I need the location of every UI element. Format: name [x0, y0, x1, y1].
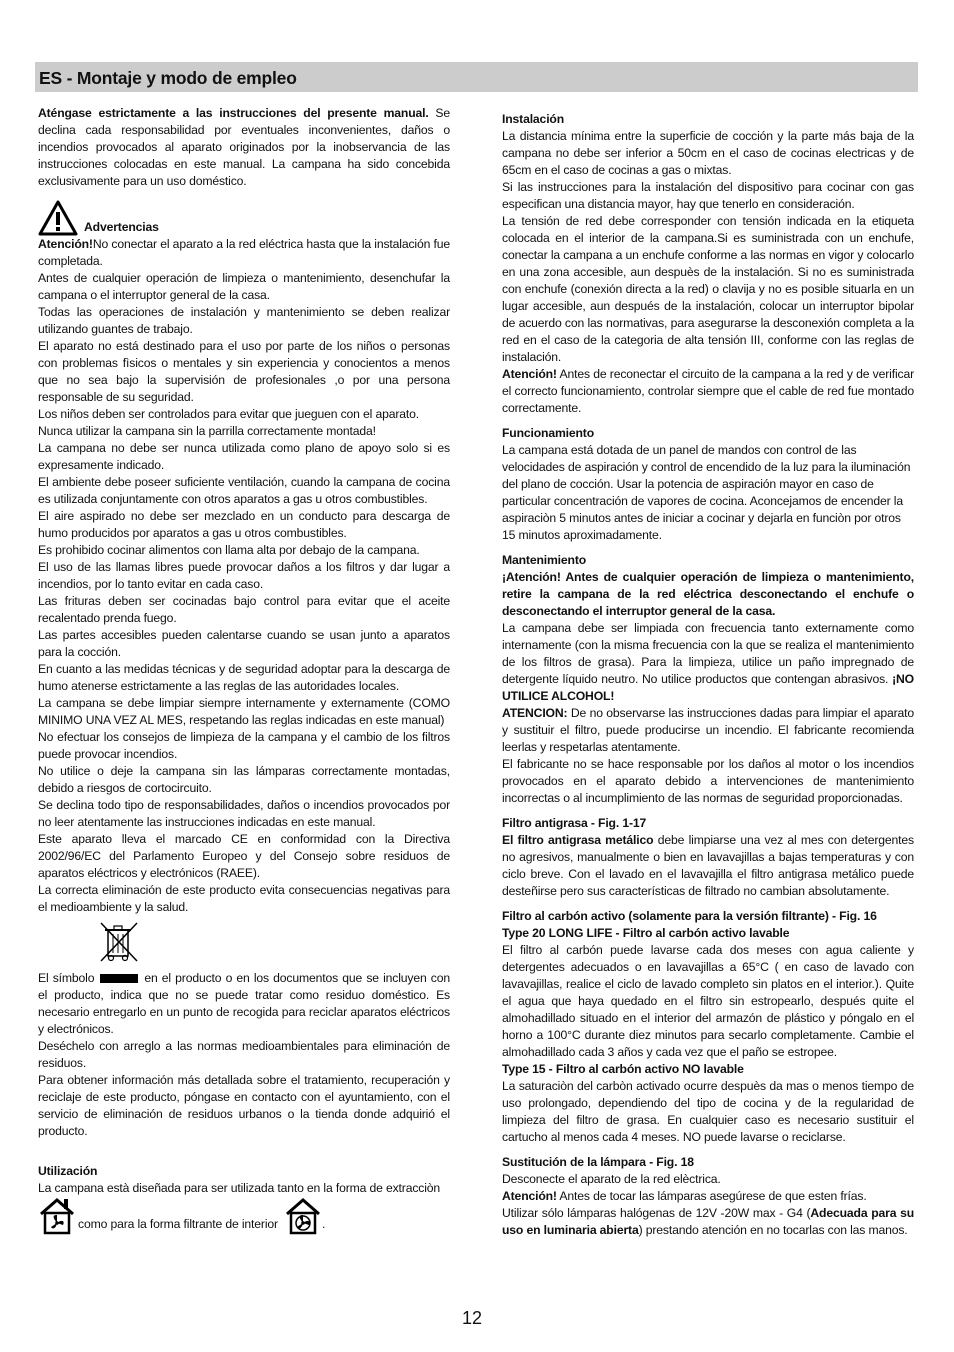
- disposal-paragraph: Deséchelo con arreglo a las normas medioambientales para eliminación de residuos.: [38, 1039, 450, 1070]
- grease-filter-title: Filtro antigrasa - Fig. 1-17: [502, 816, 647, 830]
- symbol-paragraph: [38, 970, 450, 1038]
- maintenance-attention: [502, 705, 914, 756]
- installation-attention-text: Antes de reconectar el circuito de la campana a la red y de verificar el correcto funcionamiento, controlar siempre que el cable de red fue montado correctamente.: [502, 367, 914, 415]
- warning-item: Se declina todo tipo de responsabilidades, daños o incendios provocados por no leer atentamente las instrucciones indicadas en este manual.: [38, 798, 450, 829]
- lamp-text-2a: Utilizar sólo lámparas halógenas de 12V -20W max - G4 (: [502, 1206, 811, 1220]
- carbon-filter-title: Filtro al carbón activo (solamente para la versión filtrante) - Fig. 16: [502, 909, 877, 923]
- section-title: ES - Montaje y modo de empleo: [39, 68, 297, 88]
- lamp-attention: [502, 1188, 914, 1205]
- lamp-text-2: [502, 1205, 914, 1239]
- maintenance-attention-text: De no observarse las instrucciones dadas para limpiar el aparato y sustituir el filtro, puede producirse un incendio. El fabricante recomienda leerlas y respetarlas atentamente.: [502, 706, 914, 754]
- lamp-open-luminaire-bold: Adecuada para su uso en luminaria abierta: [502, 1206, 915, 1237]
- warning-item: La campana no debe ser nunca utilizada como plano de apoyo solo si es expresamente indicado.: [38, 441, 450, 472]
- section-header: [35, 62, 918, 92]
- warning-attention: [38, 236, 450, 270]
- maintenance-warning-bold: ¡Atención! Antes de cualquier operación de limpieza o mantenimiento, retire la campana de la red eléctrica desconectando el enchufe o desconectando el interruptor general de la casa.: [502, 570, 914, 618]
- warning-item: El aire aspirado no debe ser mezclado en un conducto para descarga de humo producidos por aparatos a gas u otros combustibles.: [38, 509, 450, 540]
- grease-filter-text: [502, 832, 914, 900]
- operation-text: La campana está dotada de un panel de mandos con control de las velocidades de aspiración y control de encendido de la luz para la iluminación del plano de cocción. Usar la potencia de aspiración mayor en caso de particular concentración de vapores de cocina. Aconcejamos de encender la aspiraciòn 5 minutos antes de iniciar a cocinar y dejarla en funciòn por otros 15 minutos aproximadamente.: [502, 443, 911, 542]
- carbon-filter-text: El filtro al carbón puede lavarse cada dos meses con agua caliente y detergentes adecuados o en lavavajillas a 65°C ( en caso de lavado con lavavajillas, realice el ciclo de lavado completo sin platos en el interior.). Quite el agua que haya quedado en el filtro sin estropearlo, después quite el almohadillado situado en el interior del armazón de plástico y póngalo en el horno a 100°C durante diez minutos para secarlo completamente. Cambie el almohadillado cada 3 años y cada vez que el paño se estropee.: [502, 943, 914, 1059]
- installation-attention: [502, 366, 914, 417]
- warning-item: No utilice o deje la campana sin las lámparas correctamente montadas, debido a riesgos de cortocircuito.: [38, 764, 450, 795]
- warning-item: Todas las operaciones de instalación y mantenimiento se deben realizar utilizando guantes de trabajo.: [38, 305, 450, 336]
- warning-item: El aparato no está destinado para el uso por parte de los niños o personas con problemas fìsicos o mentales y sin experiencia y conocientos a menos que no sea bajo la supervisión de profesionales ,o por una persona responsable de su seguridad.: [38, 339, 450, 404]
- warning-item: Nunca utilizar la campana sin la parrilla correctamente montada!: [38, 424, 376, 438]
- installation-attention-label: Atención!: [502, 367, 557, 381]
- left-column: [38, 105, 450, 1235]
- lamp-text: Desconecte el aparato de la red elèctrica.: [502, 1172, 721, 1186]
- warning-item: El ambiente debe poseer suficiente ventilación, cuando la campana de cocina es utilizada conjuntamente con otros aparatos a gas u otros combustibles.: [38, 475, 450, 506]
- no-alcohol-label: ¡NO UTILICE ALCOHOL!: [502, 672, 914, 703]
- recirculation-house-fan-icon: [284, 1197, 322, 1235]
- warning-item: Los niños deben ser controlados para evitar que jueguen con el aparato.: [38, 407, 419, 421]
- warning-item: Antes de cualquier operación de limpieza o mantenimiento, desenchufar la campana o el interruptor general de la casa.: [38, 271, 450, 302]
- lamp-title: Sustitución de la lámpara - Fig. 18: [502, 1155, 694, 1169]
- carbon-filter-text-2: La saturaciòn del carbòn activado ocurre despuès da mas o menos tiempo de uso prolongado, dependiendo del tipo de cocina y de la regularidad de limpieza del filtro de grasa. En cualquier caso es necesario sustituir el cartucho al menos cada 4 meses. NO puede lavarse o reciclarse.: [502, 1079, 914, 1144]
- info-paragraph: Para obtener información más detallada sobre el tratamiento, recuperación y reciclaje de este producto, póngase en contacto con el ayuntamiento, con el servicio de eliminación de residuos urbanos o la tienda donde adquirió el producto.: [38, 1073, 450, 1138]
- attention-label: Atención!: [38, 237, 93, 251]
- weee-symbol-wrap: [38, 920, 450, 970]
- warning-item: Las partes accesibles pueden calentarse cuando se usan junto a aparatos para la cocción.: [38, 628, 450, 659]
- symbol-text-b: en el producto o en los documentos que se incluyen con el producto, indica que no se puede tratar como residuo doméstico. Es necesario entregarlo en un punto de recogida para reciclar aparatos eléctricos y electrónicos.: [38, 971, 450, 1036]
- maintenance-text: El fabricante no se hace responsable por los daños al motor o los incendios provocados en el aparato debido a intervenciones de mantenimiento incorrectas o al incumplimiento de las normas de seguridad proporcionadas.: [502, 757, 914, 805]
- warning-item: Este aparato lleva el marcado CE en conformidad con la Directiva 2002/96/EC del Parlamento Europeo y del Consejo sobre residuos de aparatos eléctricos y electrónicos (RAEE).: [38, 832, 450, 880]
- warning-item: Es prohibido cocinar alimentos con llama alta por debajo de la campana.: [38, 543, 420, 557]
- maintenance-title: Mantenimiento: [502, 553, 587, 567]
- maintenance-cleaning-text: La campana debe ser limpiada con frecuencia tanto externamente como internamente (con la misma frecuencia con la que se realiza el mantenimiento de los filtros de grasa). Para la limpieza, utilice un paño impregnado de detergente líquido neutro. No utilice productos que contengan abrasivos.: [502, 621, 914, 686]
- lamp-attention-label: Atención!: [502, 1189, 557, 1203]
- right-column: [502, 111, 914, 1239]
- installation-text: La distancia mínima entre la superficie de cocción y la parte más baja de la campana no debe ser inferior a 50cm en el caso de cocinas electricas y de 65cm en el caso de cocinas a gas o mixtas.: [502, 129, 914, 177]
- usage-text-2: como para la forma filtrante de interior: [78, 1217, 278, 1231]
- warning-triangle-icon: [38, 200, 78, 236]
- installation-title: Instalación: [502, 112, 565, 126]
- maintenance-warning: [502, 569, 914, 620]
- lamp-text-2b: ) prestando atención en no tocarlas con las manos.: [638, 1223, 908, 1237]
- installation-text: Si las instrucciones para la instalación del dispositivo para cocinar con gas especifican una distancia mayor, hay que tenerlo en consideración.: [502, 180, 914, 211]
- usage-modes-row: [38, 1197, 450, 1235]
- warning-item: Las frituras deben ser cocinadas bajo control para evitar que el aceite recalentado prenda fuego.: [38, 594, 450, 625]
- usage-title: Utilización: [38, 1164, 98, 1178]
- lamp-attention-text: Antes de tocar las lámparas asegúrese de que esten frías.: [556, 1189, 867, 1203]
- warning-item: El uso de las llamas libres puede provocar daños a los filtros y dar lugar a incendios, por lo tanto evitar en cada caso.: [38, 560, 450, 591]
- warning-item: No efectuar los consejos de limpieza de la campana y el cambio de los filtros puede provocar incendios.: [38, 730, 450, 761]
- page-number: 12: [462, 1308, 483, 1328]
- attention-text: No conectar el aparato a la red eléctrica hasta que la instalación fue completada.: [38, 237, 450, 268]
- black-bar-symbol-icon: [100, 974, 138, 983]
- maintenance-text: [502, 620, 914, 705]
- grease-filter-rest: debe limpiarse una vez al mes con detergentes no agresivos, manualmente o bien en lavavajillas a bajas temperaturas y con ciclo breve. Con el lavado en el lavavajilla el filtro antigrasa metálico puede desteñirse pero sus características de filtrado no cambian absolutamente.: [502, 833, 914, 898]
- crossed-bin-icon: [98, 920, 140, 964]
- usage-text-1: La campana està diseñada para ser utilizada tanto en la forma de extracciòn: [38, 1181, 441, 1195]
- carbon-filter-subtitle: Type 20 LONG LIFE - Filtro al carbón activo lavable: [502, 926, 790, 940]
- warning-item: La campana se debe limpiar siempre internamente y externamente (COMO MINIMO UNA VEZ AL MES, respetando las reglas indicadas en este manual): [38, 696, 450, 727]
- warning-item: La correcta eliminación de este producto evita consecuencias negativas para el medioambiente y la salud.: [38, 883, 450, 914]
- intro-text: Se declina cada responsabilidad por eventuales inconvenientes, daños o incendios provocados al aparato originados por la inobservancia de las instrucciones colocadas en este manual. La campana ha sido concebida exclusivamente para un uso doméstico.: [38, 106, 450, 188]
- installation-text: La tensión de red debe corresponder con tensión indicada en la etiqueta colocada en el interior de la campana.Si es suministrada con un enchufe, conectar la campana a un enchufe conforme a las normas en vigor y colocarlo en una zona accesible, aun despuès de la instalación. Si no es suministrada con enchufe (conexión directa a la red) o clavija y no es posible situarla en un lugar accesible, aun después de la instalación, colocar un interruptor bipolar de acuerdo con las normativas, para asegurarse la desconexión completa a la red en el caso de la categoria de alta tensión III, conforme con las reglas de instalación.: [502, 214, 914, 364]
- warning-item: En cuanto a las medidas técnicas y de seguridad adoptar para la descarga de humo atenerse estrictamente a las reglas de las autoridades locales.: [38, 662, 450, 693]
- maintenance-attention-label: ATENCION:: [502, 706, 568, 720]
- carbon-filter-subtitle-2: Type 15 - Filtro al carbón activo NO lavable: [502, 1062, 744, 1076]
- operation-title: Funcionamiento: [502, 426, 595, 440]
- grease-filter-bold: El filtro antigrasa metálico: [502, 833, 654, 847]
- usage-text-3: .: [321, 1217, 326, 1231]
- warnings-heading-row: [38, 200, 450, 236]
- intro-paragraph: [38, 105, 450, 190]
- extraction-house-fan-icon: [38, 1197, 76, 1235]
- intro-bold: Aténgase estrictamente a las instrucciones del presente manual.: [38, 106, 429, 120]
- warnings-title: Advertencias: [84, 220, 159, 234]
- symbol-text-a: El símbolo: [38, 971, 95, 985]
